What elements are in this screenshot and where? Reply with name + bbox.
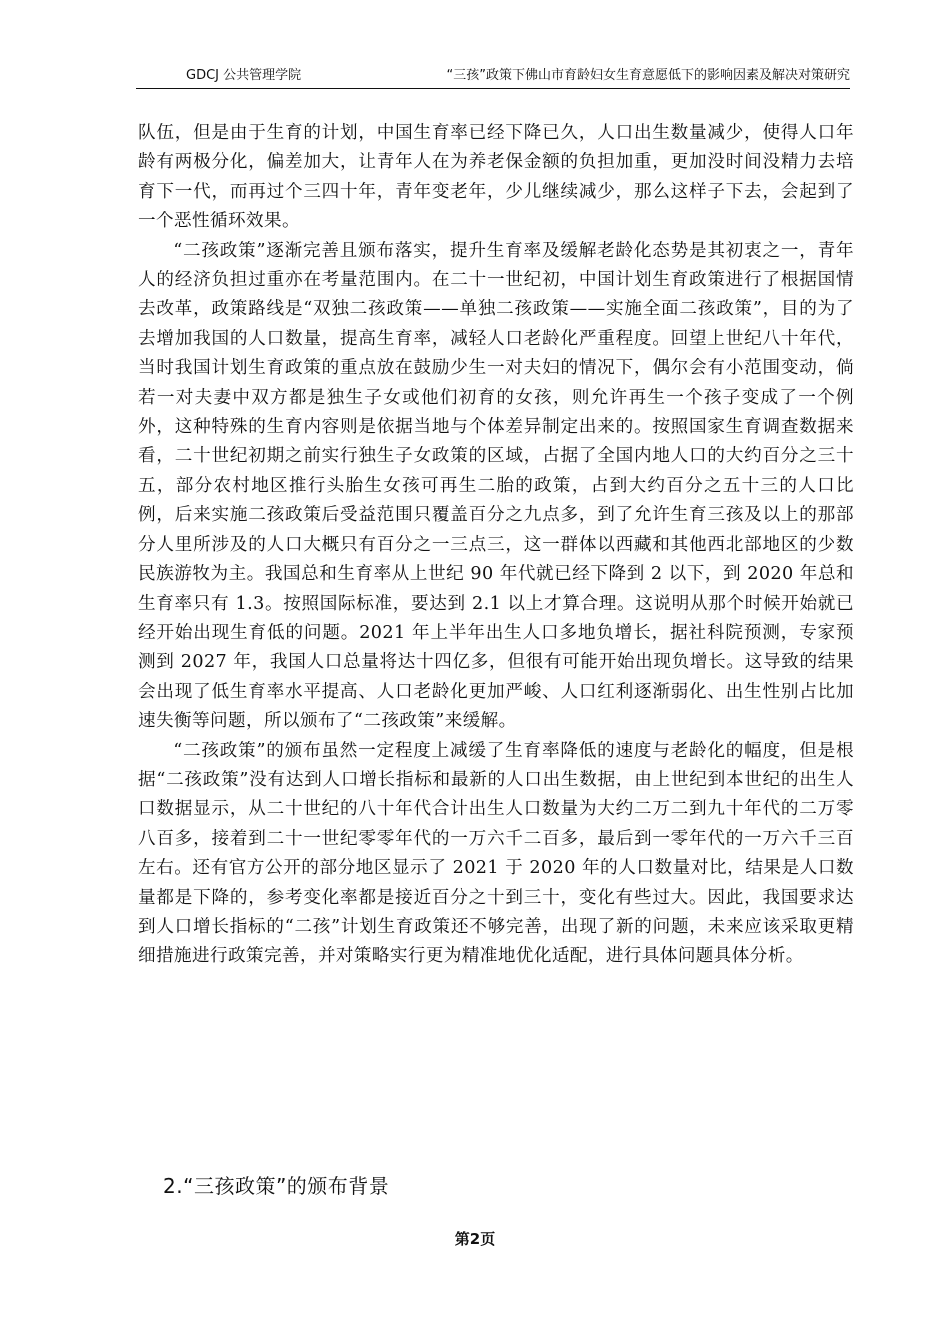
body-text	[138, 119, 854, 972]
page-number: 第2页	[454, 1230, 496, 1248]
paragraph-continued: 队伍，但是由于生育的计划，中国生育率已经下降已久，人口出生数量减少，使得人口年龄有两极分化，偏差加大，让青年人在为养老保金额的负担加重，更加没时间没精力去培育下一代，而再过个三四十年，青年变老年，少儿继续减少，那么这样子下去，会起到了一个恶性循环效果。	[138, 123, 854, 232]
page-header	[136, 66, 850, 89]
paragraph: “二孩政策”的颁布虽然一定程度上减缓了生育率降低的速度与老龄化的幅度，但是根据“二孩政策”没有达到人口增长指标和最新的人口出生数据，由上世纪到本世纪的出生人口数据显示，从二十世纪的八十年代合计出生人口数量为大约二万二到九十年代的二万零八百多，接着到二十一世纪零零年代的一万六千二百多，最后到一零年代的一万六千三百左右。还有官方公开的部分地区显示了 2021 于 2020 年的人口数量对比，结果是人口数量都是下降的，参考变化率都是接近百分之十到三十，变化有些过大。因此，我国要求达到人口增长指标的“二孩”计划生育政策还不够完善，出现了新的问题，未来应该采取更精细措施进行政策完善，并对策略实行更为精准地优化适配，进行具体问题具体分析。	[138, 740, 854, 967]
header-paper-title: “三孩”政策下佛山市育龄妇女生育意愿低下的影响因素及解决对策研究	[446, 68, 850, 83]
section-heading: 2.“三孩政策”的颁布背景	[163, 1174, 390, 1198]
paragraph: “二孩政策”逐渐完善且颁布落实，提升生育率及缓解老龄化态势是其初衷之一，青年人的经济负担过重亦在考量范围内。在二十一世纪初，中国计划生育政策进行了根据国情去改革，政策路线是“双独二孩政策——单独二孩政策——实施全面二孩政策”，目的为了去增加我国的人口数量，提高生育率，减轻人口老龄化严重程度。回望上世纪八十年代，当时我国计划生育政策的重点放在鼓励少生一对夫妇的情况下，偶尔会有小范围变动，倘若一对夫妻中双方都是独生子女或他们初育的女孩，则允许再生一个孩子变成了一个例外，这种特殊的生育内容则是依据当地与个体差异制定出来的。按照国家生育调查数据来看，二十世纪初期之前实行独生子女政策的区域，占据了全国内地人口的大约百分之三十五，部分农村地区推行头胎生女孩可再生二胎的政策，占到大约百分之五十三的人口比例，后来实施二孩政策后受益范围只覆盖百分之九点多，到了允许生育三孩及以上的那部分人里所涉及的人口大概只有百分之一三点三，这一群体以西藏和其他西北部地区的少数民族游牧为主。我国总和生育率从上世纪 90 年代就已经下降到 2 以下，到 2020 年总和生育率只有 1.3。按照国际标准，要达到 2.1 以上才算合理。这说明从那个时候开始就已经开始出现生育低的问题。2021 年上半年出生人口多地负增长，据社科院预测，专家预测到 2027 年，我国人口总量将达十四亿多，但很有可能开始出现负增长。这导致的结果会出现了低生育率水平提高、人口老龄化更加严峻、人口红利逐渐弱化、出生性别占比加速失衡等问题，所以颁布了“二孩政策”来缓解。	[138, 240, 854, 732]
header-institution: GDCJ 公共管理学院	[186, 68, 302, 83]
